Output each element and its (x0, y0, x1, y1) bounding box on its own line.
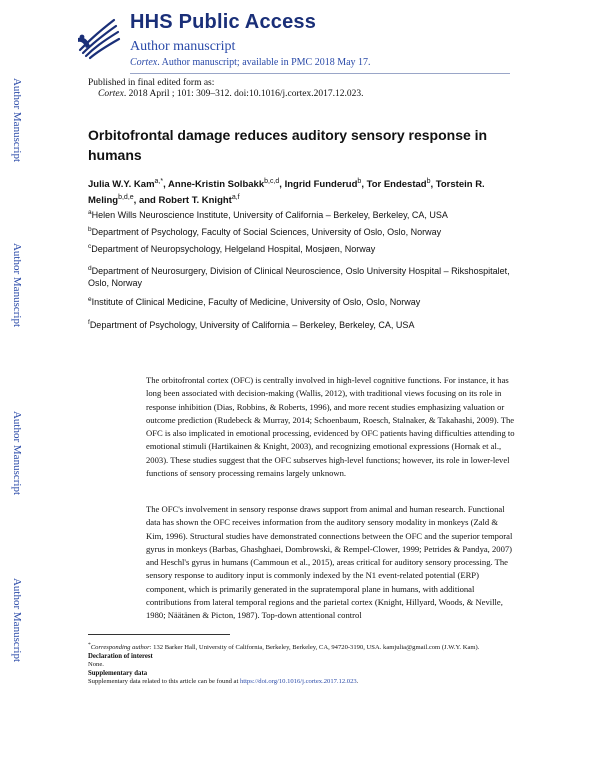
footnotes (88, 641, 518, 687)
affiliation-marker: e (88, 296, 92, 303)
author-name: Ingrid Funderud (284, 179, 358, 191)
author-name: Tor Endestad (366, 179, 427, 191)
affiliation-marker: d (88, 265, 92, 272)
affiliation-item (88, 224, 518, 238)
author-separator: , (361, 179, 367, 191)
side-label-2: Author Manuscript (11, 242, 23, 328)
abstract-paragraph-2: The OFC's involvement in sensory response draws support from animal and human research. Functional data has shown the OFC receives information from the auditory sensory modality in monkeys (Zald & Kim, 1996). Structural studies have demonstrated connections between the OFC and the superior temporal gyrus in monkeys (Barbas, Ghashghaei, Dombrowski, & Rempel-Clower, 1999; Petrides & Pandya, 2007) and Heschl's gyrus in humans (Cammoun et al., 2015), areas critical for auditory sensory processing. The sensory response to auditory input is commonly indexed by the N1 event-related potential (ERP) component, which is primarily generated in the supratemporal plane in humans, with additional contributions from lateral temporal regions and the parietal cortex (Knight, Hillyard, Woods, & Neville, 1980; Näätänen & Picton, 1987). Top-down attentional control (146, 504, 513, 621)
supplementary-heading: Supplementary data (88, 669, 148, 677)
supplementary-text: Supplementary data related to this article can be found at https://doi.org/10.1016/j.cortex.2017.12.023. (88, 678, 359, 686)
side-label-3: Author Manuscript (11, 410, 23, 496)
side-label-1: Author Manuscript (11, 77, 23, 163)
author-manuscript-label: Author manuscript (130, 39, 236, 54)
affiliation-text: Department of Neuropsychology, Helgeland Hospital, Mosjøen, Norway (91, 244, 376, 254)
author-separator: , (163, 179, 169, 191)
declaration-text: None. (88, 661, 104, 669)
affiliation-marker: b (88, 226, 92, 233)
affiliation-text: Department of Neurosurgery, Division of Clinical Neuroscience, Oslo University Hospital – Rikshospitalet, Oslo, Norway (88, 266, 510, 288)
author-name: Julia W.Y. Kam (88, 179, 155, 191)
affiliation-marker: f (88, 319, 90, 326)
hhs-eagle-logo-icon (74, 12, 124, 62)
author-list (88, 175, 518, 207)
hhs-title: HHS Public Access (130, 11, 317, 33)
affiliation-item (88, 294, 518, 308)
author-name: Robert T. Knight (158, 195, 232, 207)
author-affiliation-marker: a,f (231, 194, 240, 202)
supplementary-doi-link[interactable]: https://doi.org/10.1016/j.cortex.2017.12.023 (239, 678, 357, 686)
citation-details: . 2018 April ; 101: 309–312. doi:10.1016/j.cortex.2017.12.023. (123, 89, 364, 99)
author-separator: , (279, 179, 285, 191)
affiliation-text: Institute of Clinical Medicine, Faculty of Medicine, University of Oslo, Oslo, Norway (91, 297, 421, 307)
author-name: Anne-Kristin Solbakk (168, 179, 265, 191)
author-separator: , (430, 179, 436, 191)
affiliation-marker: a (88, 209, 92, 216)
affiliation-item (88, 263, 518, 289)
affiliation-item (88, 241, 518, 255)
publication-info (88, 78, 363, 100)
abstract-paragraph-1: The orbitofrontal cortex (OFC) is centrally involved in high-level cognitive functions. For instance, it has long been associated with decision-making (Wallis, 2012), with traditional views focusing on its role in response inhibition (Dias, Robbins, & Roberts, 1996), and more recent studies emphasizing valuation or outcome prediction (Rudebeck & Murray, 2014; Schoenbaum, Roesch, Stalnaker, & Takahashi, 2009). The OFC is also implicated in emotional processing, evidenced by OFC patients having difficulties attending to emotional stimuli (Hartikainen & Knight, 2003), and recognizing emotional expressions (Hornak et al., 2003). These studies suggest that the OFC subserves high-level functions; however, its role in lower-level functions of sensory processing remains largely unknown. (146, 375, 515, 479)
footnote-divider (88, 634, 230, 635)
availability-text: . Author manuscript; available in PMC 2018 May 17. (157, 57, 371, 68)
header-divider (130, 73, 510, 74)
corresponding-author-note: *Corresponding author: 132 Barker Hall, University of California, Berkeley, Berkeley, CA, 94720-3190, USA. kamjulia@gmail.com (J.W.Y. Kam). (88, 642, 480, 652)
affiliation-text: Helen Wills Neuroscience Institute, University of California – Berkeley, Berkeley, CA, USA (91, 210, 448, 220)
author-affiliation-marker: a,* (154, 178, 164, 185)
author-separator: , and (133, 195, 159, 207)
declaration-heading: Declaration of interest (88, 652, 153, 660)
affiliation-item (88, 317, 518, 331)
citation (88, 89, 363, 100)
paper-title: Orbitofrontal damage reduces auditory sensory response in humans (88, 127, 488, 163)
citation-journal: Cortex (98, 89, 124, 99)
side-label-4: Author Manuscript (11, 577, 23, 663)
corresponding-label: Corresponding author (90, 644, 150, 652)
affiliation-text: Department of Psychology, University of California – Berkeley, Berkeley, CA, USA (89, 320, 415, 330)
journal-availability-line (130, 57, 371, 68)
author-affiliation-marker: b,c,d (264, 178, 280, 185)
affiliation-marker: c (88, 243, 92, 250)
corresponding-text: : 132 Barker Hall, University of California, Berkeley, Berkeley, CA, 94720-3190, USA. kamjulia@gmail.com (J.W.Y. Kam). (149, 644, 480, 652)
journal-name: Cortex (130, 57, 158, 68)
affiliation-text: Department of Psychology, Faculty of Social Sciences, University of Oslo, Oslo, Norway (91, 227, 442, 237)
published-label: Published in final edited form as: (88, 78, 215, 88)
author-affiliation-marker: b,d,e (118, 194, 134, 202)
author-affiliation-marker: b (357, 178, 362, 185)
affiliation-item (88, 207, 518, 221)
author-affiliation-marker: b (426, 178, 431, 185)
author-name: Torstein R. Meling (88, 179, 485, 207)
